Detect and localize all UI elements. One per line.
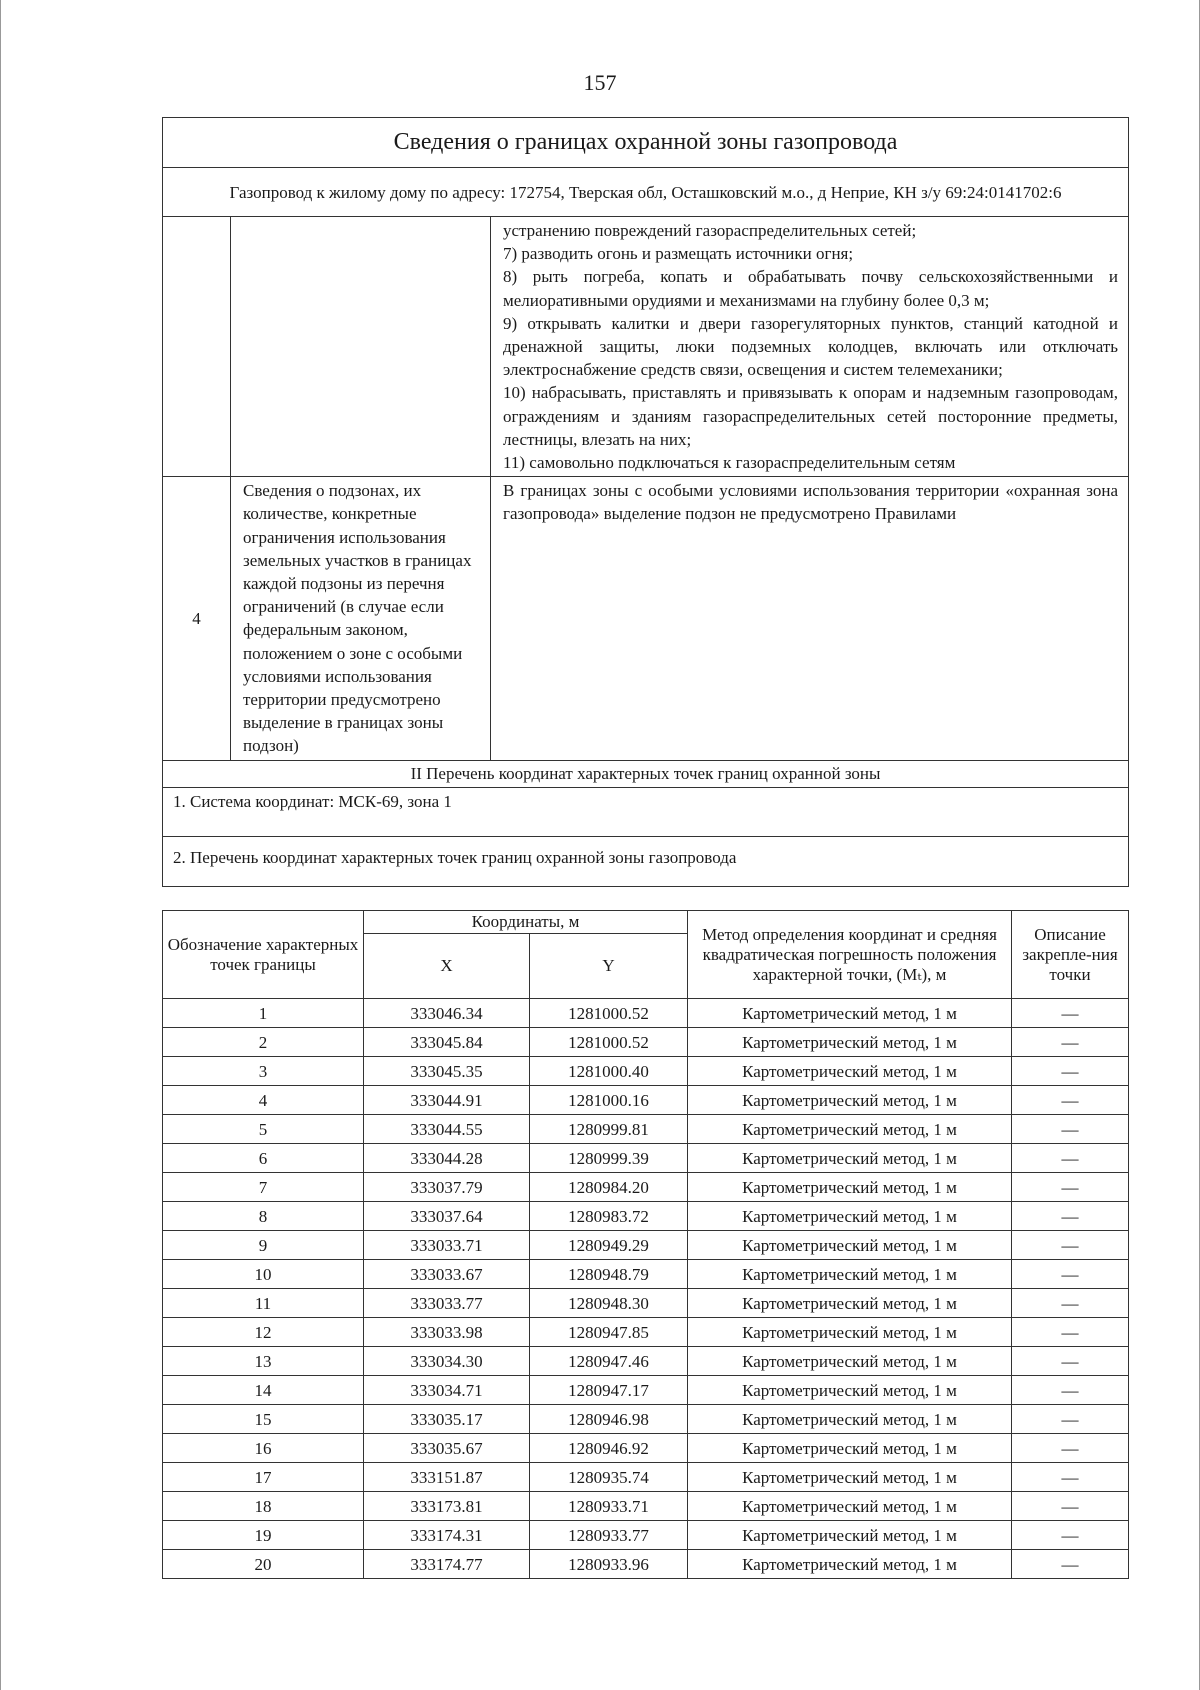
- x-coordinate-cell: 333035.67: [364, 1434, 530, 1463]
- y-coordinate-cell: 1280984.20: [530, 1173, 688, 1202]
- x-coordinate-cell: 333045.35: [364, 1057, 530, 1086]
- coordinate-row: [163, 1173, 1129, 1202]
- description-cell: —: [1012, 1202, 1129, 1231]
- coordinates-table: [162, 910, 1129, 1579]
- y-coordinate-cell: 1280946.92: [530, 1434, 688, 1463]
- point-number-cell: 1: [163, 999, 364, 1028]
- y-coordinate-cell: 1280949.29: [530, 1231, 688, 1260]
- coordinate-row: [163, 1289, 1129, 1318]
- point-number-cell: 18: [163, 1492, 364, 1521]
- x-coordinate-cell: 333037.79: [364, 1173, 530, 1202]
- description-cell: —: [1012, 1405, 1129, 1434]
- description-cell: —: [1012, 1115, 1129, 1144]
- header-coords: Координаты, м: [364, 911, 688, 934]
- x-coordinate-cell: 333044.55: [364, 1115, 530, 1144]
- coordinate-row: [163, 1463, 1129, 1492]
- zone-info-table: [162, 117, 1129, 887]
- method-cell: Картометрический метод, 1 м: [688, 1550, 1012, 1579]
- method-cell: Картометрический метод, 1 м: [688, 1463, 1012, 1492]
- coordinate-row: [163, 1260, 1129, 1289]
- coordinate-row: [163, 1521, 1129, 1550]
- coordinate-row: [163, 1376, 1129, 1405]
- point-number-cell: 15: [163, 1405, 364, 1434]
- coordinates-list-title: 2. Перечень координат характерных точек границ охранной зоны газопровода: [163, 836, 1129, 886]
- x-coordinate-cell: 333174.77: [364, 1550, 530, 1579]
- header-x: X: [364, 934, 530, 999]
- method-cell: Картометрический метод, 1 м: [688, 1115, 1012, 1144]
- description-cell: —: [1012, 1289, 1129, 1318]
- description-cell: —: [1012, 1376, 1129, 1405]
- description-cell: —: [1012, 999, 1129, 1028]
- method-cell: Картометрический метод, 1 м: [688, 1057, 1012, 1086]
- y-coordinate-cell: 1280933.77: [530, 1521, 688, 1550]
- method-cell: Картометрический метод, 1 м: [688, 1376, 1012, 1405]
- coordinate-row: [163, 1550, 1129, 1579]
- coordinate-row: [163, 1434, 1129, 1463]
- row-3-number-cell: [163, 217, 231, 477]
- y-coordinate-cell: 1280933.71: [530, 1492, 688, 1521]
- y-coordinate-cell: 1280947.46: [530, 1347, 688, 1376]
- method-cell: Картометрический метод, 1 м: [688, 1347, 1012, 1376]
- description-cell: —: [1012, 1347, 1129, 1376]
- coordinate-row: [163, 1405, 1129, 1434]
- row-4-value: В границах зоны с особыми условиями использования территории «охранная зона газопровода» выделение подзон не предусмотрено Правилами: [491, 477, 1129, 760]
- coordinates-table-body: [163, 999, 1129, 1579]
- x-coordinate-cell: 333044.28: [364, 1144, 530, 1173]
- x-coordinate-cell: 333034.71: [364, 1376, 530, 1405]
- y-coordinate-cell: 1280933.96: [530, 1550, 688, 1579]
- y-coordinate-cell: 1280983.72: [530, 1202, 688, 1231]
- header-point: Обозначение характерных точек границы: [163, 911, 364, 999]
- coordinate-row: [163, 1115, 1129, 1144]
- point-number-cell: 19: [163, 1521, 364, 1550]
- method-cell: Картометрический метод, 1 м: [688, 1086, 1012, 1115]
- y-coordinate-cell: 1280935.74: [530, 1463, 688, 1492]
- method-cell: Картометрический метод, 1 м: [688, 1202, 1012, 1231]
- row-4-label: Сведения о подзонах, их количестве, конкретные ограничения использования земельных участков в границах каждой подзоны из перечня ограничений (в случае если федеральным законом, положением о зоне с особыми условиями использования территории предусмотрено выделение в границах зоны подзон): [231, 477, 491, 760]
- point-number-cell: 8: [163, 1202, 364, 1231]
- document-subtitle: Газопровод к жилому дому по адресу: 172754, Тверская обл, Осташковский м.о., д Неприе, КН з/у 69:24:0141702:6: [163, 168, 1129, 217]
- point-number-cell: 2: [163, 1028, 364, 1057]
- coordinate-row: [163, 1144, 1129, 1173]
- point-number-cell: 17: [163, 1463, 364, 1492]
- description-cell: —: [1012, 1231, 1129, 1260]
- method-cell: Картометрический метод, 1 м: [688, 999, 1012, 1028]
- point-number-cell: 14: [163, 1376, 364, 1405]
- coordinate-row: [163, 1347, 1129, 1376]
- description-cell: —: [1012, 1173, 1129, 1202]
- point-number-cell: 10: [163, 1260, 364, 1289]
- coordinate-row: [163, 1028, 1129, 1057]
- description-cell: —: [1012, 1028, 1129, 1057]
- point-number-cell: 6: [163, 1144, 364, 1173]
- method-cell: Картометрический метод, 1 м: [688, 1521, 1012, 1550]
- point-number-cell: 5: [163, 1115, 364, 1144]
- row-3-label-cell: [231, 217, 491, 477]
- x-coordinate-cell: 333173.81: [364, 1492, 530, 1521]
- y-coordinate-cell: 1281000.52: [530, 999, 688, 1028]
- page-number: 157: [583, 70, 617, 95]
- description-cell: —: [1012, 1550, 1129, 1579]
- coordinate-row: [163, 1202, 1129, 1231]
- point-number-cell: 4: [163, 1086, 364, 1115]
- description-cell: —: [1012, 1492, 1129, 1521]
- y-coordinate-cell: 1280947.17: [530, 1376, 688, 1405]
- method-cell: Картометрический метод, 1 м: [688, 1028, 1012, 1057]
- x-coordinate-cell: 333033.71: [364, 1231, 530, 1260]
- restriction-item: 10) набрасывать, приставлять и привязывать к опорам и надземным газопроводам, ограждениям и зданиям газораспределительных сетей посторонние предметы, лестницы, влезать на них;: [503, 383, 1119, 449]
- x-coordinate-cell: 333034.30: [364, 1347, 530, 1376]
- coordinate-system: 1. Система координат: МСК-69, зона 1: [163, 787, 1129, 836]
- method-cell: Картометрический метод, 1 м: [688, 1434, 1012, 1463]
- method-cell: Картометрический метод, 1 м: [688, 1405, 1012, 1434]
- header-description: Описание закрепле-ния точки: [1012, 911, 1129, 999]
- method-cell: Картометрический метод, 1 м: [688, 1173, 1012, 1202]
- point-number-cell: 7: [163, 1173, 364, 1202]
- y-coordinate-cell: 1281000.16: [530, 1086, 688, 1115]
- coordinate-row: [163, 1057, 1129, 1086]
- x-coordinate-cell: 333033.67: [364, 1260, 530, 1289]
- header-method: Метод определения координат и средняя квадратическая погрешность положения характерной точки, (Mₜ), м: [688, 911, 1012, 999]
- description-cell: —: [1012, 1521, 1129, 1550]
- coordinate-row: [163, 1086, 1129, 1115]
- x-coordinate-cell: 333035.17: [364, 1405, 530, 1434]
- method-cell: Картометрический метод, 1 м: [688, 1318, 1012, 1347]
- description-cell: —: [1012, 1318, 1129, 1347]
- y-coordinate-cell: 1280946.98: [530, 1405, 688, 1434]
- y-coordinate-cell: 1281000.40: [530, 1057, 688, 1086]
- description-cell: —: [1012, 1260, 1129, 1289]
- description-cell: —: [1012, 1144, 1129, 1173]
- x-coordinate-cell: 333151.87: [364, 1463, 530, 1492]
- x-coordinate-cell: 333046.34: [364, 999, 530, 1028]
- method-cell: Картометрический метод, 1 м: [688, 1260, 1012, 1289]
- restriction-item: 9) открывать калитки и двери газорегуляторных пунктов, станций катодной и дренажной защиты, люки подземных колодцев, включать или отключать электроснабжение средств связи, освещения и систем телемеханики;: [503, 313, 1119, 380]
- coordinate-row: [163, 999, 1129, 1028]
- y-coordinate-cell: 1280948.30: [530, 1289, 688, 1318]
- document-title: Сведения о границах охранной зоны газопровода: [163, 118, 1129, 168]
- coordinate-row: [163, 1231, 1129, 1260]
- y-coordinate-cell: 1280999.81: [530, 1115, 688, 1144]
- method-cell: Картометрический метод, 1 м: [688, 1231, 1012, 1260]
- header-y: Y: [530, 934, 688, 999]
- point-number-cell: 9: [163, 1231, 364, 1260]
- restrictions-text: [491, 217, 1129, 477]
- x-coordinate-cell: 333045.84: [364, 1028, 530, 1057]
- row-4-number: 4: [163, 477, 231, 760]
- page-edge-left: [0, 0, 1, 1690]
- y-coordinate-cell: 1281000.52: [530, 1028, 688, 1057]
- point-number-cell: 16: [163, 1434, 364, 1463]
- point-number-cell: 13: [163, 1347, 364, 1376]
- point-number-cell: 12: [163, 1318, 364, 1347]
- x-coordinate-cell: 333033.98: [364, 1318, 530, 1347]
- method-cell: Картометрический метод, 1 м: [688, 1289, 1012, 1318]
- x-coordinate-cell: 333044.91: [364, 1086, 530, 1115]
- coordinate-row: [163, 1492, 1129, 1521]
- coordinate-row: [163, 1318, 1129, 1347]
- description-cell: —: [1012, 1057, 1129, 1086]
- description-cell: —: [1012, 1086, 1129, 1115]
- description-cell: —: [1012, 1463, 1129, 1492]
- restriction-item: 11) самовольно подключаться к газораспределительным сетям: [503, 453, 956, 473]
- restriction-line: устранению повреждений газораспределительных сетей;: [503, 221, 917, 240]
- point-number-cell: 3: [163, 1057, 364, 1086]
- x-coordinate-cell: 333037.64: [364, 1202, 530, 1231]
- y-coordinate-cell: 1280948.79: [530, 1260, 688, 1289]
- point-number-cell: 11: [163, 1289, 364, 1318]
- x-coordinate-cell: 333174.31: [364, 1521, 530, 1550]
- y-coordinate-cell: 1280999.39: [530, 1144, 688, 1173]
- restriction-item: 8) рыть погреба, копать и обрабатывать почву сельскохозяйственными и мелиоративными орудиями и механизмами на глубину более 0,3 м;: [503, 267, 1119, 310]
- restriction-item: 7) разводить огонь и размещать источники огня;: [503, 244, 854, 264]
- method-cell: Картометрический метод, 1 м: [688, 1492, 1012, 1521]
- method-cell: Картометрический метод, 1 м: [688, 1144, 1012, 1173]
- description-cell: —: [1012, 1434, 1129, 1463]
- point-number-cell: 20: [163, 1550, 364, 1579]
- x-coordinate-cell: 333033.77: [364, 1289, 530, 1318]
- section-title: II Перечень координат характерных точек границ охранной зоны: [163, 760, 1129, 787]
- y-coordinate-cell: 1280947.85: [530, 1318, 688, 1347]
